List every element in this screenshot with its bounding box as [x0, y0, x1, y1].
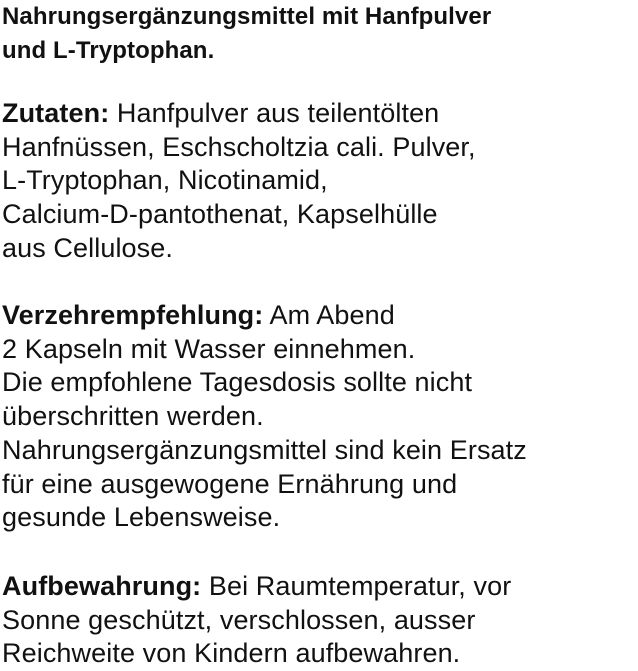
ingredients-line: L-Tryptophan, Nicotinamid, [2, 165, 328, 196]
storage-line [2, 570, 511, 604]
ingredients-line [2, 97, 476, 131]
dosage-line: 2 Kapseln mit Wasser einnehmen. [2, 333, 416, 364]
dosage-line: gesunde Lebensweise. [2, 502, 281, 533]
ingredients-label: Zutaten: [2, 98, 110, 128]
product-label-document [2, 0, 636, 669]
dosage-section [2, 299, 527, 535]
dosage-line: Nahrungsergänzungsmittel sind kein Ersatz [2, 434, 527, 465]
dosage-text: Am Abend [263, 300, 395, 330]
ingredients-line: Calcium-D-pantothenat, Kapselhülle [2, 199, 438, 230]
dosage-label: Verzehrempfehlung: [2, 300, 264, 330]
title-line: und L-Tryptophan. [2, 37, 215, 64]
ingredients-text: Hanfpulver aus teilentölten [109, 98, 440, 128]
storage-label: Aufbewahrung: [2, 571, 202, 601]
ingredients-line: Hanfnüssen, Eschscholtzia cali. Pulver, [2, 131, 476, 162]
dosage-line: Die empfohlene Tagesdosis sollte nicht [2, 367, 473, 398]
storage-section [2, 570, 511, 671]
ingredients-line: aus Cellulose. [2, 232, 173, 263]
dosage-line: überschritten werden. [2, 401, 264, 432]
storage-line: Reichweite von Kindern aufbewahren. [2, 638, 461, 669]
product-title [2, 0, 636, 68]
storage-text: Bei Raumtemperatur, vor [201, 571, 512, 601]
dosage-line: für eine ausgewogene Ernährung und [2, 468, 458, 499]
dosage-line [2, 299, 527, 333]
ingredients-section [2, 97, 476, 266]
storage-line: Sonne geschützt, verschlossen, ausser [2, 604, 476, 635]
title-line: Nahrungsergänzungsmittel mit Hanfpulver [2, 3, 492, 30]
